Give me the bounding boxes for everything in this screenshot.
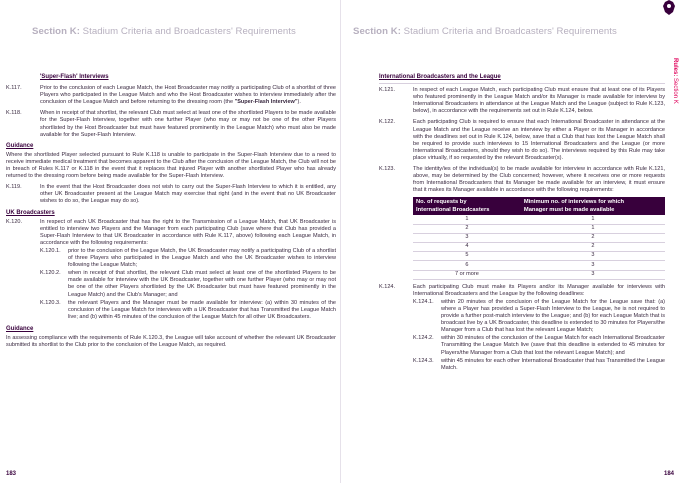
rule-k120-2: K.120.2. when in receipt of that shortlist, the relevant Club must select at least one of the shortlisted Players to be made available for interview with the UK Broadcaster, together with one further Player (who may or may not be one of the other Players shortlisted by the UK Broadcaster but must have featured prominently in the League Match) and the Club's Manager; and — [40, 270, 336, 298]
rule-k123: K.123. The identity/ies of the individual(s) to be made available for interview in accordance with Rule K.121, above, may be determined by the Club concerned; however, where it receives one or more requests from International Broadcasters that its Manager be made available for an interview, it must ensure that it makes its Manager available in accordance with the following requirements: — [379, 166, 665, 194]
side-tab: Rules: Section K — [672, 58, 678, 104]
rule-k120-1: K.120.1. prior to the conclusion of the League Match, the UK Broadcaster may notify a participating Club of a shortlist of three Players who participated in the League Match and who the UK Broadcaster wishes to interview following the League Match; — [40, 247, 336, 269]
rule-k118: K.118. When in receipt of that shortlist, the relevant Club must select at least one of the shortlisted Players to be made available for the Super-Flash Interview, together with one further Player (who may or may not be one of the other Players shortlisted by the Host Broadcaster but must have featured prominently in the League Match) who must also be made available for the Super-Flash Interview. — [6, 110, 336, 138]
guidance-text: In assessing compliance with the requirements of Rule K.120.3, the League will take account of whether the relevant UK Broadcaster submitted its shortlist to the Club prior to the conclusion of the League Match, as required. — [6, 335, 336, 349]
right-content — [379, 74, 665, 377]
section-title: Section K: Stadium Criteria and Broadcasters' Requirements — [353, 26, 617, 37]
guidance-heading: Guidance — [6, 142, 34, 149]
rule-k121: K.121. In respect of each League Match, each participating Club must ensure that at least one of its Players who featured prominently in the League Match and/or its Manager is made available for interview by International Broadcasters in attendance at the League Match and the League (subject to Rule K.123, below), in accordance with the requirements set out in Rule K.124, below. — [379, 87, 665, 115]
page-number: 184 — [663, 471, 674, 477]
super-flash-heading: 'Super-Flash' Interviews — [40, 74, 109, 80]
rule-k124: K.124. Each participating Club must make its Players and/or its Manager available for interviews with International Broadcasters and the League by the following deadlines: K.124.1. within 20 minutes of the conclusion of the League Match for the League save that: (a) where a Player has provided a Super-Flash Interview to the League, he is not required to provide a further post-match interview to the League; and (b) for each League Match that is broadcast live by a UK Broadcaster, this deadline is extended to 30 minutes for Players/the Manager from a Club that has lost the relevant League Match; K.124.2. within 30 minutes of the conclusion of the League Match for each International Broadcaster Transmitting the League Match live (save that this deadline is extended to 45 minutes for Players/the Manager from a Club that lost the relevant League Match); and K.124.3. within 45 minutes for each other International Broadcaster that has Transmitted the League Match. — [379, 283, 665, 371]
rule-k122: K.122. Each participating Club is required to ensure that each International Broadcaster in attendance at the League Match and the League receive an interview by either a Player or its Manager in accordance with the deadlines set out in Rule K.124, below, save that a Club that has lost the League Match shall be required to provide such interviews to 15 International Broadcasters and the League (or more International Broadcasters, should they wish to do so). The interviews required by this Rule may take place virtually, if so requested by the relevant Broadcaster(s). — [379, 119, 665, 161]
right-page — [340, 0, 680, 483]
rule-k120-3: K.120.3. the relevant Players and the Manager must be made available for interview: (a) within 30 minutes of the conclusion of the League Match for interviews with a UK Broadcaster that has Transmitted the League Match live; and (b) within 45 minutes of the conclusion of the League Match for all other UK Broadcasters. — [40, 299, 336, 320]
rule-k117: K.117. Prior to the conclusion of each League Match, the Host Broadcaster may notify a participating Club of a shortlist of three Players who participated in the League Match and who the Host Broadcaster wishes to interview immediately after the conclusion of the League Match and before returning to the dressing room (the "Super-Flash Interview"). — [6, 85, 336, 106]
table-row: 5 3 — [413, 252, 665, 261]
page-number: 183 — [6, 471, 17, 477]
table-header: Minimum no. of interviews for which Manager must be made available — [521, 197, 665, 215]
rule-k124-1: K.124.1. within 20 minutes of the conclusion of the League Match for the League save that: (a) where a Player has provided a Super-Flash Interview to the League, he is not required to provide a further post-match interview to the League; and (b) for each League Match that is broadcast live by a UK Broadcaster, this deadline is extended to 30 minutes for Players/the Manager from a Club that has lost the relevant League Match; — [413, 298, 665, 334]
uk-broadcasters-heading: UK Broadcasters — [6, 209, 55, 216]
table-row: 7 or more 3 — [413, 270, 665, 279]
manager-interview-table — [413, 197, 665, 279]
table-row: 1 1 — [413, 215, 665, 224]
guidance-heading: Guidance — [6, 325, 34, 332]
rule-k124-2: K.124.2. within 30 minutes of the conclusion of the League Match for each International Broadcaster Transmitting the League Match live (save that this deadline is extended to 45 minutes for Players/the Manager from a Club that lost the relevant League Match); and — [413, 335, 665, 356]
guidance-text: Where the shortlisted Player selected pursuant to Rule K.118 is unable to participate in the Super-Flash Interview due to a need to receive immediate medical treatment that becomes apparent to the Club after the conclusion of the League Match, the Club will not be in breach of Rules K.117 or K.118 in the event that it replaces that injured Player with another shortlisted Player who has already returned to the dressing room before being made available for the Super-Flash Interview. — [6, 151, 336, 180]
international-heading: International Broadcasters and the League — [379, 74, 501, 80]
table-row: 2 1 — [413, 224, 665, 233]
rule-k119: K.119. In the event that the Host Broadcaster does not wish to carry out the Super-Flash Interview to which it is entitled, any other UK Broadcaster present at the League Match may exercise that right (and in the event that no UK Broadcaster wishes to do so, the League may do so). — [6, 184, 336, 205]
rule-k120: K.120. In respect of each UK Broadcaster that has the right to the Transmission of a League Match, that UK Broadcaster is entitled to interview two Players and the Manager from each participating Club (save where that Club has provided a Super-Flash Interview to that UK Broadcaster in accordance with Rule K.117, above) following each League Match, in accordance with the following requirements: K.120.1. prior to the conclusion of the League Match, the UK Broadcaster may notify a participating Club of a shortlist of three Players who participated in the League Match and who the UK Broadcaster wishes to interview following the League Match; K.120.2. when in receipt of that shortlist, the relevant Club must select at least one of the shortlisted Players to be made available for interview with the UK Broadcaster, together with one further Player (who may or may not be one of the other Players shortlisted by the UK Broadcaster but must have featured prominently in the League Match) and the Club's Manager; and K.120.3. the relevant Players and the Manager must be made available for interview: (a) within 30 minutes of the conclusion of the League Match for interviews with a UK Broadcaster that has Transmitted the League Match live; and (b) within 45 minutes of the conclusion of the League Match for all other UK Broadcasters. — [6, 218, 336, 320]
table-header: No. of requests by International Broadcasters — [413, 197, 521, 215]
rule-k124-3: K.124.3. within 45 minutes for each other International Broadcaster that has Transmitted the League Match. — [413, 357, 665, 371]
section-title: Section K: Stadium Criteria and Broadcasters' Requirements — [32, 26, 296, 37]
table-row: 4 2 — [413, 242, 665, 251]
table-row: 3 2 — [413, 233, 665, 242]
premier-league-lion-icon — [662, 0, 676, 15]
left-content — [6, 74, 336, 353]
table-row: 6 3 — [413, 261, 665, 270]
